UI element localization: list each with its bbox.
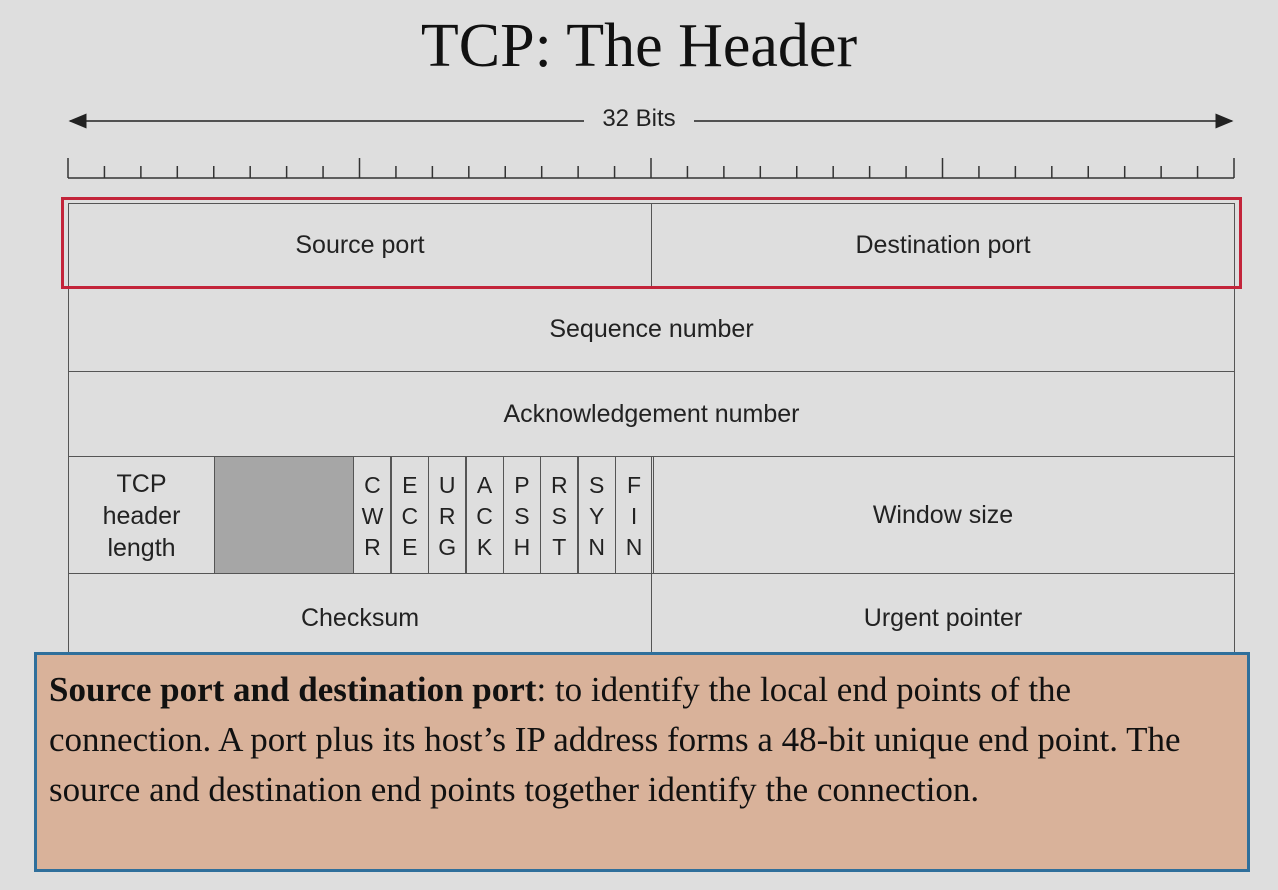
flag-letter: R (438, 502, 456, 529)
flag-letter: R (364, 533, 381, 560)
reserved-bits-field (214, 456, 354, 574)
flag-fin (615, 456, 654, 574)
tcp-header-length-field (68, 456, 215, 574)
bits-label: 32 Bits (584, 104, 694, 134)
flag-letter: S (589, 471, 605, 498)
header-length-line: header (102, 502, 181, 530)
flag-letter: W (361, 502, 384, 529)
flag-letter: S (551, 502, 567, 529)
flag-letter: U (438, 471, 456, 498)
flag-letter: T (552, 533, 567, 560)
flag-letter: R (551, 471, 568, 498)
flag-letter: P (514, 471, 530, 498)
flag-cwr (353, 456, 392, 574)
flag-letter: E (402, 471, 418, 498)
checksum-field: Checksum (68, 573, 652, 663)
flag-letter: C (476, 502, 493, 529)
flag-letter: N (588, 533, 605, 560)
flag-letter: H (513, 533, 531, 560)
header-length-line: TCP (116, 470, 167, 498)
flag-letter: Y (589, 502, 605, 529)
destination-port-field: Destination port (651, 203, 1235, 287)
flag-ack (465, 456, 504, 574)
flag-letter: K (476, 533, 493, 560)
flag-letter: I (630, 502, 638, 529)
source-port-field: Source port (68, 203, 652, 287)
ruler-ticks (68, 158, 1234, 178)
flag-letter: C (401, 502, 419, 529)
window-size-field: Window size (651, 456, 1235, 574)
header-length-line: length (107, 534, 176, 562)
flag-psh (503, 456, 542, 574)
flag-letter: N (625, 533, 643, 560)
flag-syn (577, 456, 616, 574)
flag-letter: S (514, 502, 530, 529)
flag-letter: E (402, 533, 418, 560)
note-term: Source port and destination port (49, 670, 537, 709)
flag-rst (540, 456, 579, 574)
flag-letter: F (627, 471, 642, 498)
flag-ece (390, 456, 429, 574)
explanation-box (34, 652, 1250, 872)
slide-title: TCP: The Header (420, 12, 858, 80)
flag-urg (428, 456, 467, 574)
flag-letter: A (476, 471, 493, 498)
ack-number-field: Acknowledgement number (68, 371, 1235, 457)
highlight-box (61, 197, 1242, 289)
flag-letter: G (438, 533, 457, 560)
flag-letter: C (364, 471, 381, 498)
sequence-number-field: Sequence number (68, 286, 1235, 372)
urgent-pointer-field: Urgent pointer (651, 573, 1235, 663)
note-text: : to identify the local end points of the connection. A port plus its host’s IP address forms a 48-bit unique end point. The source and destination end points together identify the connection. (49, 670, 1181, 809)
